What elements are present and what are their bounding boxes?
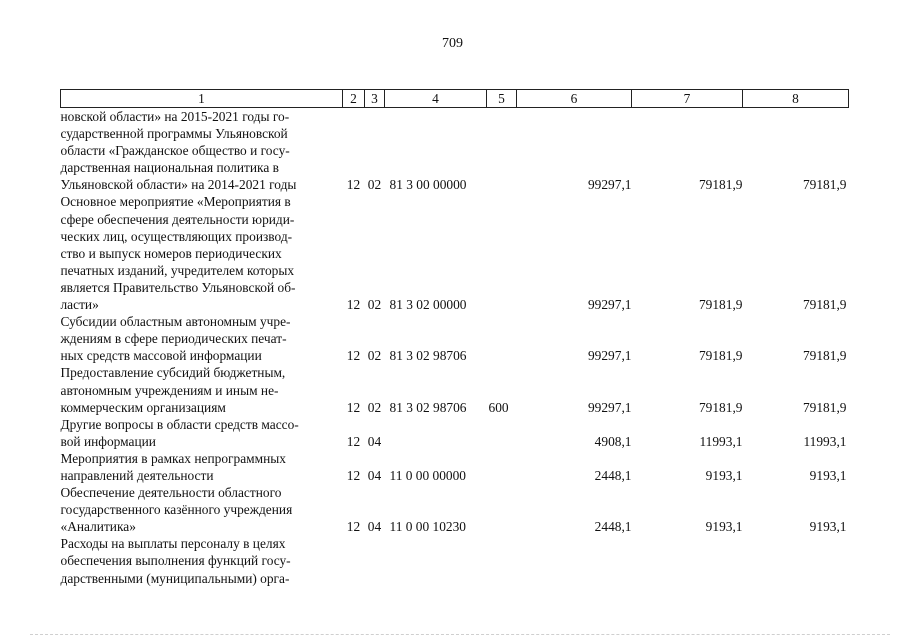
- section-code: 12: [346, 177, 361, 193]
- item-name: [61, 364, 343, 415]
- subsection-code: 02: [367, 348, 382, 364]
- column-header-5: 5: [487, 90, 517, 108]
- amount-col-8: 79181,9: [802, 177, 847, 193]
- table-row: [61, 193, 849, 313]
- budget-table: [60, 89, 849, 587]
- table-row: [61, 313, 849, 364]
- item-name-line: сударственной программы Ульяновской: [60, 126, 288, 142]
- expense-type-code: [487, 193, 517, 313]
- item-name-line: Другие вопросы в области средств массо-: [60, 416, 299, 432]
- target-article-code: 81 3 02 00000: [389, 297, 467, 313]
- column-header-1: 1: [61, 90, 343, 108]
- item-name-line: Расходы на выплаты персоналу в целях: [60, 536, 286, 552]
- section-code: 12: [346, 399, 361, 415]
- subsection-code: 02: [367, 297, 382, 313]
- column-header-4: 4: [385, 90, 487, 108]
- amount-col-7: 79181,9: [698, 399, 743, 415]
- item-name-line: новской области» на 2015-2021 годы го-: [60, 109, 290, 124]
- item-name-line: Предоставление субсидий бюджетным,: [60, 365, 286, 381]
- target-article-code: 81 3 02 98706: [389, 399, 467, 415]
- expense-type-code: [487, 416, 517, 450]
- table-header: [61, 90, 849, 108]
- item-name-line: направлений деятельности: [60, 467, 214, 483]
- table-row: [61, 416, 849, 450]
- item-name-line: является Правительство Ульяновской об-: [60, 279, 296, 295]
- section-code: 12: [346, 467, 361, 483]
- amount-col-7: 79181,9: [698, 177, 743, 193]
- amount-col-6: 2448,1: [594, 519, 632, 535]
- amount-col-7: 9193,1: [705, 467, 743, 483]
- item-name: [61, 416, 343, 450]
- item-name-line: ласти»: [60, 297, 99, 313]
- amount-col-6: 99297,1: [587, 297, 632, 313]
- column-header-8: 8: [743, 90, 849, 108]
- table-row: [61, 484, 849, 535]
- table-row: [61, 108, 849, 194]
- amount-col-7: [632, 535, 743, 586]
- item-name-line: обеспечения выполнения функций госу-: [60, 553, 291, 569]
- amount-col-8: [743, 535, 849, 586]
- item-name: [61, 313, 343, 364]
- item-name: [61, 484, 343, 535]
- section-code: 12: [346, 348, 361, 364]
- target-article-code: 81 3 02 98706: [389, 348, 467, 364]
- expense-type-code: [487, 484, 517, 535]
- item-name-line: Мероприятия в рамках непрограммных: [60, 450, 286, 466]
- column-header-7: 7: [632, 90, 743, 108]
- section-code: 12: [346, 519, 361, 535]
- item-name-line: Субсидии областным автономным учре-: [60, 314, 291, 330]
- amount-col-6: 2448,1: [594, 467, 632, 483]
- section-code: 12: [346, 433, 361, 449]
- item-name: [61, 193, 343, 313]
- amount-col-6: 99297,1: [587, 399, 632, 415]
- column-header-6: 6: [517, 90, 632, 108]
- amount-col-8: 79181,9: [802, 297, 847, 313]
- expense-type-code: [487, 313, 517, 364]
- item-name-line: коммерческим организациям: [60, 399, 226, 415]
- target-article-code: [385, 416, 487, 450]
- section-code: [343, 535, 365, 586]
- item-name-line: ческих лиц, осуществляющих производ-: [60, 228, 293, 244]
- target-article-code: [385, 535, 487, 586]
- amount-col-6: 99297,1: [587, 348, 632, 364]
- expense-type-code: [487, 450, 517, 484]
- target-article-code: 11 0 00 00000: [389, 467, 466, 483]
- page-number: 709: [442, 36, 463, 51]
- section-code: 12: [346, 297, 361, 313]
- item-name-line: сфере обеспечения деятельности юриди-: [60, 211, 295, 227]
- item-name-line: печатных изданий, учредителем которых: [60, 262, 295, 278]
- expense-type-code: 600: [488, 399, 509, 415]
- item-name-line: автономным учреждениям и иным не-: [60, 382, 279, 398]
- amount-col-8: 79181,9: [802, 348, 847, 364]
- table-row: [61, 364, 849, 415]
- item-name-line: ных средств массовой информации: [60, 348, 262, 364]
- target-article-code: 11 0 00 10230: [389, 519, 466, 535]
- amount-col-7: 9193,1: [705, 519, 743, 535]
- table-row: [61, 535, 849, 586]
- target-article-code: 81 3 00 00000: [389, 177, 467, 193]
- item-name-line: Обеспечение деятельности областного: [60, 485, 282, 501]
- scan-edge-line: [30, 634, 890, 635]
- item-name-line: области «Гражданское общество и госу-: [60, 143, 290, 159]
- amount-col-8: 9193,1: [809, 467, 847, 483]
- amount-col-8: 79181,9: [802, 399, 847, 415]
- column-header-3: 3: [365, 90, 385, 108]
- subsection-code: 04: [367, 519, 382, 535]
- item-name: [61, 535, 343, 586]
- subsection-code: 02: [367, 177, 382, 193]
- subsection-code: 02: [367, 399, 382, 415]
- item-name-line: дарственными (муниципальными) орга-: [60, 570, 290, 586]
- item-name: [61, 108, 343, 194]
- header-row: [61, 90, 849, 108]
- expense-type-code: [487, 108, 517, 194]
- item-name-line: Ульяновской области» на 2014-2021 годы: [60, 177, 297, 193]
- item-name-line: Основное мероприятие «Мероприятия в: [60, 194, 291, 210]
- amount-col-8: 11993,1: [803, 433, 847, 449]
- table-body: [61, 108, 849, 587]
- table-row: [61, 450, 849, 484]
- amount-col-7: 79181,9: [698, 297, 743, 313]
- expense-type-code: [487, 535, 517, 586]
- item-name-line: государственного казённого учреждения: [60, 502, 293, 518]
- amount-col-7: 79181,9: [698, 348, 743, 364]
- subsection-code: 04: [367, 433, 382, 449]
- item-name-line: дарственная национальная политика в: [60, 160, 279, 176]
- amount-col-6: 99297,1: [587, 177, 632, 193]
- subsection-code: [365, 535, 385, 586]
- item-name: [61, 450, 343, 484]
- amount-col-6: 4908,1: [594, 433, 632, 449]
- item-name-line: «Аналитика»: [60, 519, 136, 535]
- item-name-line: ждениям в сфере периодических печат-: [60, 331, 287, 347]
- amount-col-8: 9193,1: [809, 519, 847, 535]
- amount-col-6: [517, 535, 632, 586]
- item-name-line: вой информации: [60, 433, 156, 449]
- column-header-2: 2: [343, 90, 365, 108]
- amount-col-7: 11993,1: [699, 433, 743, 449]
- subsection-code: 04: [367, 467, 382, 483]
- item-name-line: ство и выпуск номеров периодических: [60, 245, 282, 261]
